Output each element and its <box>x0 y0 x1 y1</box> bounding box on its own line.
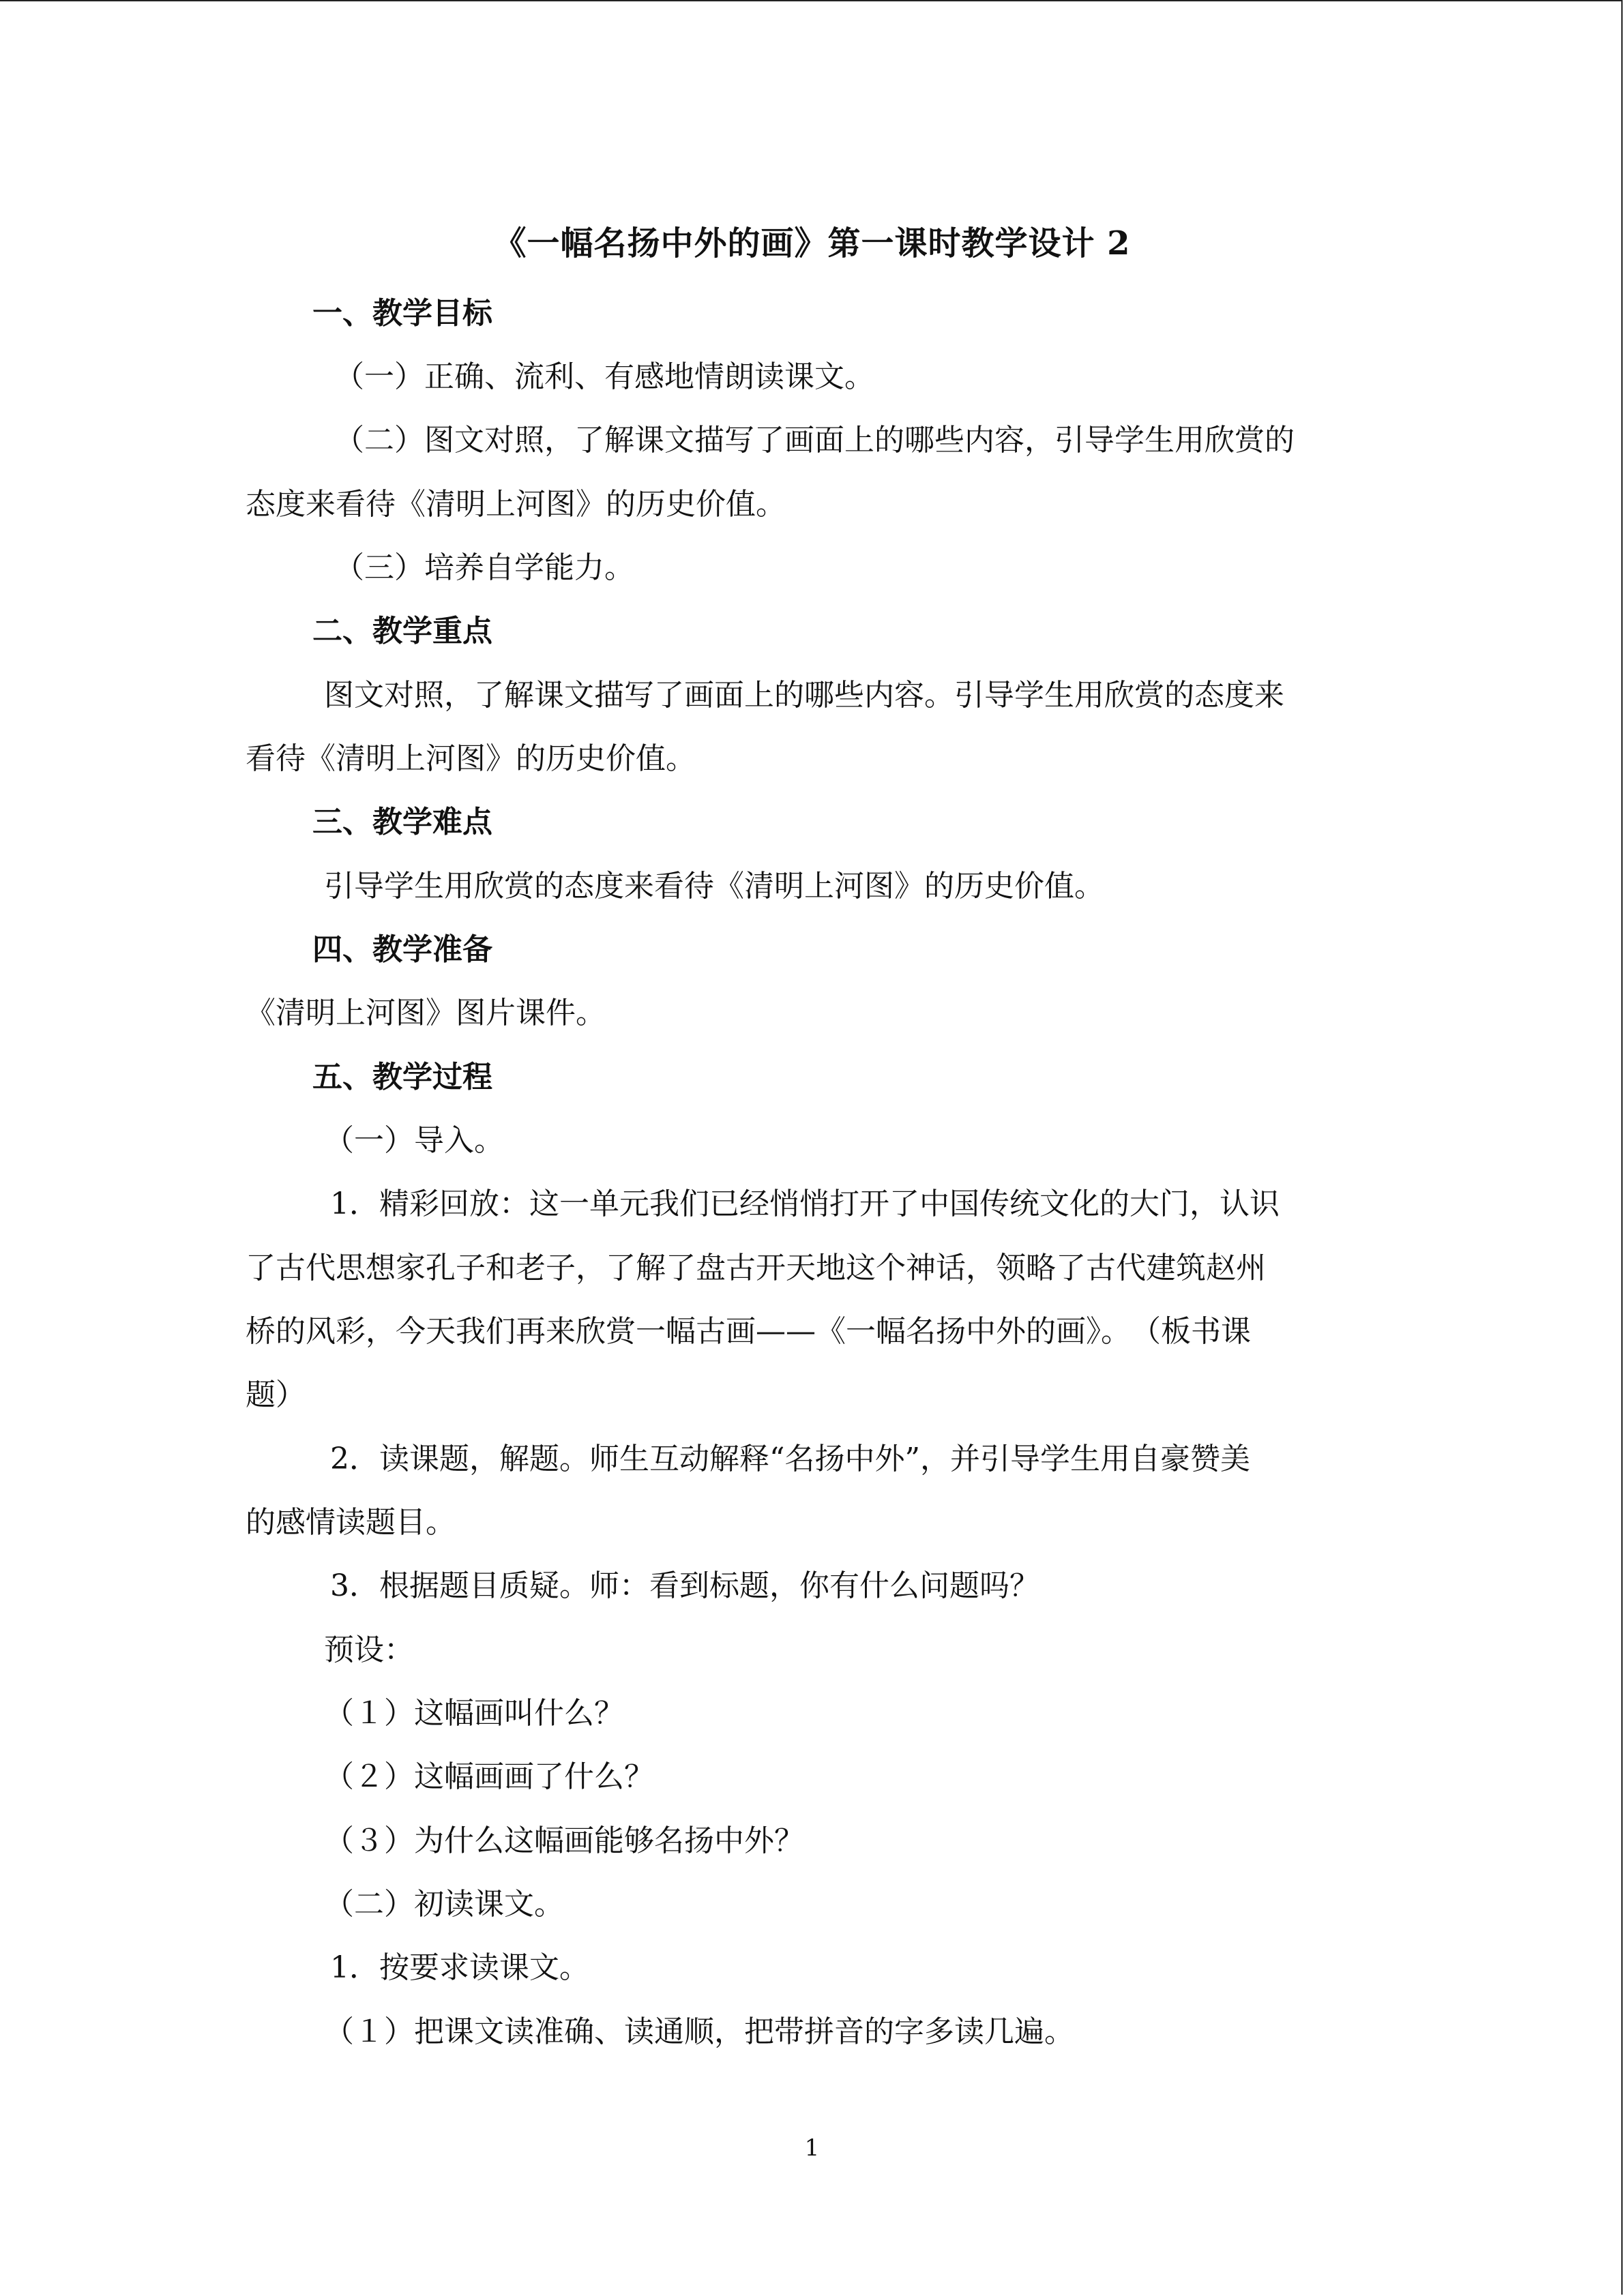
process-item-2-line-2: 的感情读题目。 <box>246 1505 456 1540</box>
objective-2-line-2: 态度来看待《清明上河图》的历史价值。 <box>246 487 786 522</box>
process-item-1-line-1: 1．精彩回放：这一单元我们已经悄悄打开了中国传统文化的大门，认识 <box>330 1187 1280 1221</box>
process-item-3: 3．根据题目质疑。师：看到标题，你有什么问题吗？ <box>330 1568 1039 1603</box>
key-points-line-2: 看待《清明上河图》的历史价值。 <box>246 741 696 776</box>
section-heading-key-points: 二、教学重点 <box>312 614 492 648</box>
section-heading-difficulties: 三、教学难点 <box>312 805 492 839</box>
preset-question-2: （２）这幅画画了什么？ <box>324 1759 654 1794</box>
difficulties-text: 引导学生用欣赏的态度来看待《清明上河图》的历史价值。 <box>324 869 1104 904</box>
objective-2-line-1: （二）图文对照，了解课文描写了画面上的哪些内容，引导学生用欣赏的 <box>334 423 1295 458</box>
objective-3: （三）培养自学能力。 <box>334 550 634 585</box>
preset-question-1: （１）这幅画叫什么？ <box>324 1696 624 1731</box>
process-step-1: 1．按要求读课文。 <box>330 1950 589 1985</box>
preset-label: 预设： <box>324 1632 414 1667</box>
section-heading-process: 五、教学过程 <box>312 1060 492 1094</box>
preparation-text: 《清明上河图》图片课件。 <box>246 996 606 1030</box>
preset-question-3: （３）为什么这幅画能够名扬中外？ <box>324 1823 804 1858</box>
section-heading-preparation: 四、教学准备 <box>312 932 492 967</box>
process-item-1-line-3: 桥的风彩，今天我们再来欣赏一幅古画——《一幅名扬中外的画》。 （板书课 <box>246 1314 1251 1349</box>
process-sub-2: （二）初读课文。 <box>324 1887 564 1922</box>
process-sub-1: （一）导入。 <box>324 1123 504 1158</box>
section-heading-objectives: 一、教学目标 <box>312 296 492 331</box>
process-item-1-line-2: 了古代思想家孔子和老子，了解了盘古开天地这个神话，领略了古代建筑赵州 <box>246 1251 1266 1285</box>
page-number: 1 <box>804 2134 820 2162</box>
document-title: 《一幅名扬中外的画》第一课时教学设计 2 <box>493 224 1131 263</box>
key-points-line-1: 图文对照，了解课文描写了画面上的哪些内容。引导学生用欣赏的态度来 <box>324 678 1284 713</box>
process-item-2-line-1: 2．读课题，解题。师生互动解释“名扬中外”，并引导学生用自豪赞美 <box>330 1442 1250 1476</box>
process-item-1-line-4: 题） <box>246 1377 306 1412</box>
process-step-1-1: （１）把课文读准确、读通顺，把带拼音的字多读几遍。 <box>324 2014 1074 2049</box>
objective-1: （一）正确、流利、有感地情朗读课文。 <box>334 359 874 394</box>
